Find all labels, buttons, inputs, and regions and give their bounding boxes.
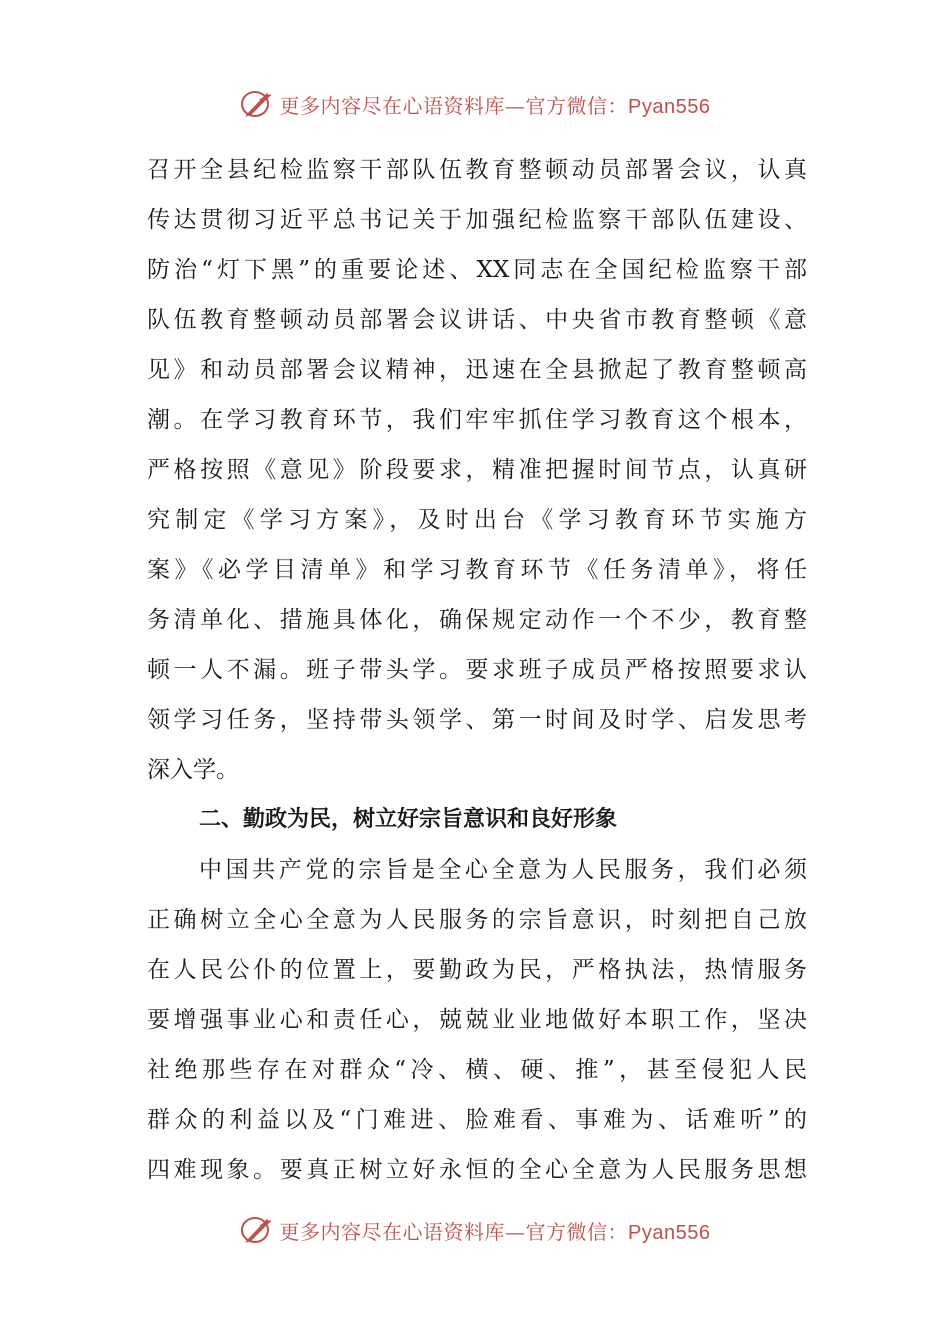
paragraph-line: 正确树立全心全意为人民服务的宗旨意识，时刻把自己放 [147, 907, 807, 933]
paragraph-line: 严格按照《意见》阶段要求，精准把握时间节点，认真研 [147, 457, 807, 483]
paragraph-line: 务清单化、措施具体化，确保规定动作一个不少，教育整 [147, 607, 807, 633]
header-watermark [0, 84, 950, 124]
paragraph-line: 中国共产党的宗旨是全心全意为人民服务，我们必须 [199, 857, 807, 883]
paragraph-line: 传达贯彻习近平总书记关于加强纪检监察干部队伍建设、 [147, 207, 807, 233]
paragraph-line: 队伍教育整顿动员部署会议讲话、中央省市教育整顿《意 [147, 307, 807, 333]
paragraph-line: 究制定《学习方案》，及时出台《学习教育环节实施方 [147, 507, 807, 533]
paragraph-line: 召开全县纪检监察干部队伍教育整顿动员部署会议，认真 [147, 157, 807, 183]
paragraph-line: 要增强事业心和责任心，兢兢业业地做好本职工作，坚决 [147, 1007, 807, 1033]
watermark-text: 更多内容尽在心语资料库—官方微信：Pyan556 [279, 1219, 711, 1244]
paragraph-line: 四难现象。要真正树立好永恒的全心全意为人民服务思想 [147, 1157, 807, 1183]
section-heading: 二、勤政为民，树立好宗旨意识和良好形象 [199, 807, 618, 832]
paragraph-line: 领学习任务，坚持带头领学、第一时间及时学、启发思考 [147, 707, 807, 733]
document-body [147, 145, 807, 1195]
paragraph-line: 见》和动员部署会议精神，迅速在全县掀起了教育整顿高 [147, 357, 807, 383]
footer-watermark [0, 1210, 950, 1250]
paragraph-line: 社绝那些存在对群众“冷、横、硬、推”，甚至侵犯人民 [147, 1057, 807, 1083]
paragraph-line: 防治“灯下黑”的重要论述、XX同志在全国纪检监察干部 [147, 257, 807, 283]
paragraph-line: 群众的利益以及“门难进、脸难看、事难为、话难听”的 [147, 1107, 807, 1133]
paragraph-line: 顿一人不漏。班子带头学。要求班子成员严格按照要求认 [147, 657, 807, 683]
watermark-account: Pyan556 [628, 1221, 711, 1244]
paragraph-line: 在人民公仆的位置上，要勤政为民，严格执法，热情服务 [147, 957, 807, 983]
watermark-account: Pyan556 [628, 95, 711, 118]
paragraph-line: 潮。在学习教育环节，我们牢牢抓住学习教育这个根本， [147, 407, 807, 433]
quill-pen-icon [240, 87, 274, 121]
quill-pen-icon [240, 1213, 274, 1247]
paragraph-line: 深入学。 [147, 757, 239, 783]
paragraph-line: 案》《必学目清单》和学习教育环节《任务清单》，将任 [147, 557, 807, 583]
watermark-text: 更多内容尽在心语资料库—官方微信：Pyan556 [279, 93, 711, 118]
